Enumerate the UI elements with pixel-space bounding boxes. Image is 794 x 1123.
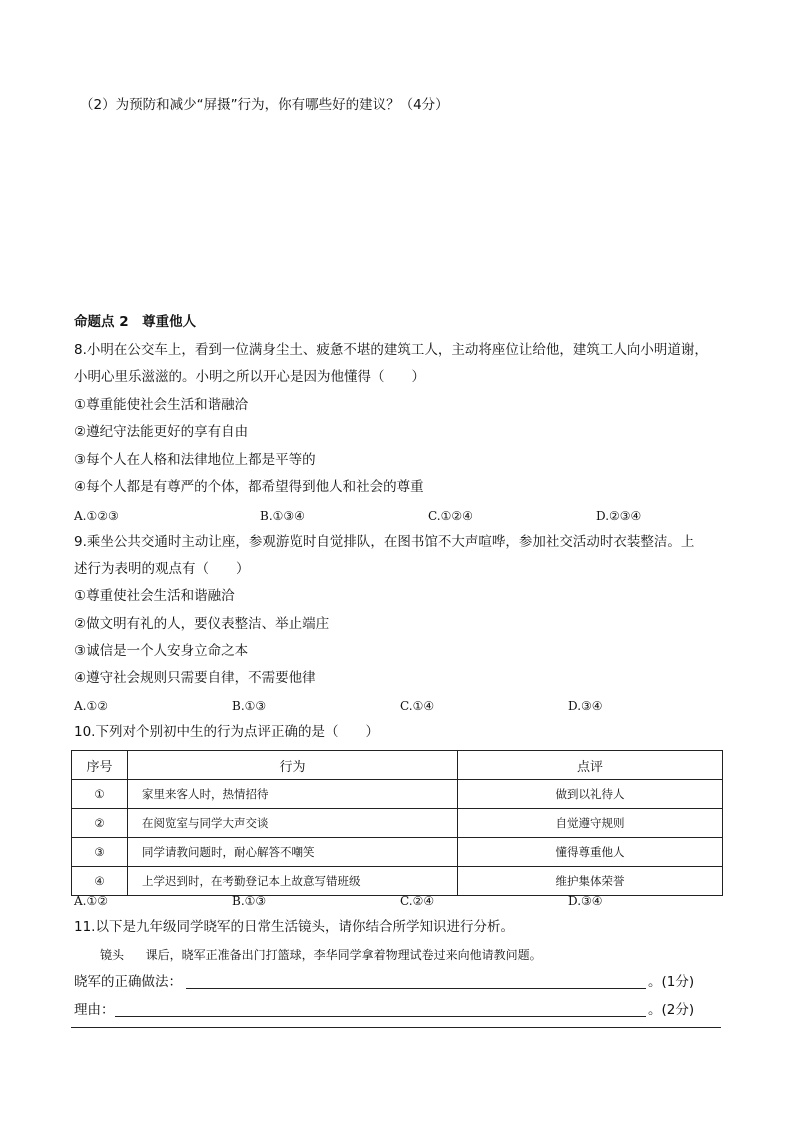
answer2-label: 理由： [74,1002,115,1018]
table-row [72,838,723,867]
q10-option-c[interactable]: C.②④ [400,894,435,908]
table-row [72,780,723,809]
q8-item-2: ②遵纪守法能更好的享有自由 [74,424,249,440]
scene-text: 课后，晓军正准备出门打篮球，李华同学拿着物理试卷过来向他请教问题。 [145,948,542,962]
q9-option-c[interactable]: C.①④ [400,699,435,713]
row-review: 自觉遵守规则 [458,809,723,838]
q8-stem-line2: 小明心里乐滋滋的。小明之所以开心是因为他懂得（ ） [74,369,425,385]
q8-option-a[interactable]: A.①②③ [74,509,119,523]
table-row [72,809,723,838]
q9-item-4: ④遵守社会规则只需要自律，不需要他律 [74,670,316,686]
row-behavior: 同学请教问题时，耐心解答不嘲笑 [128,838,458,867]
q10-option-d[interactable]: D.③④ [568,894,603,908]
answer2-blank[interactable] [115,1016,646,1017]
q8-item-1: ①尊重能使社会生活和谐融洽 [74,397,249,413]
q7-2-question: （2）为预防和减少“屏摄”行为，你有哪些好的建议？（4分） [80,97,449,113]
row-behavior: 上学迟到时，在考勤登记本上故意写错班级 [128,867,458,896]
q8-stem-line1: 8.小明在公交车上，看到一位满身尘土、疲惫不堪的建筑工人，主动将座位让给他，建筑工人向小明道谢， [74,342,708,358]
q11-scene [100,946,542,963]
answer1-score: 。(1分) [648,974,695,990]
scene-label: 镜头 [100,948,125,962]
row-number: ① [72,780,128,809]
row-number: ③ [72,838,128,867]
q10-option-b[interactable]: B.①③ [232,894,267,908]
bottom-divider [71,1027,721,1028]
answer1-blank[interactable] [186,988,646,989]
row-number: ② [72,809,128,838]
row-number: ④ [72,867,128,896]
table-header-row [72,751,723,780]
q9-item-2: ②做文明有礼的人，要仪表整洁、举止端庄 [74,616,330,632]
q9-item-1: ①尊重使社会生活和谐融洽 [74,588,235,604]
header-behavior: 行为 [128,751,458,780]
header-review: 点评 [458,751,723,780]
row-behavior: 家里来客人时，热情招待 [128,780,458,809]
table-row [72,867,723,896]
q9-option-a[interactable]: A.①② [74,699,108,713]
row-review: 做到以礼待人 [458,780,723,809]
answer1-label: 晓军的正确做法： [74,974,182,990]
q8-item-4: ④每个人都是有尊严的个体，都希望得到他人和社会的尊重 [74,479,424,495]
q11-stem: 11.以下是九年级同学晓军的日常生活镜头，请你结合所学知识进行分析。 [74,919,514,935]
q8-option-c[interactable]: C.①②④ [428,509,473,523]
header-number: 序号 [72,751,128,780]
q8-item-3: ③每个人在人格和法律地位上都是平等的 [74,452,316,468]
q9-option-b[interactable]: B.①③ [232,699,267,713]
q9-stem-line2: 述行为表明的观点有（ ） [74,561,250,577]
row-behavior: 在阅览室与同学大声交谈 [128,809,458,838]
q10-option-a[interactable]: A.①② [74,894,108,908]
section-title: 命题点 2 尊重他人 [74,314,197,330]
q10-stem: 10.下列对个别初中生的行为点评正确的是（ ） [74,724,379,740]
q9-stem-line1: 9.乘坐公共交通时主动让座，参观游览时自觉排队，在图书馆不大声喧哗，参加社交活动时衣装整洁。上 [74,534,695,550]
row-review: 懂得尊重他人 [458,838,723,867]
q9-item-3: ③诚信是一个人安身立命之本 [74,643,249,659]
behavior-review-table [71,750,723,896]
q9-option-d[interactable]: D.③④ [568,699,603,713]
q8-option-b[interactable]: B.①③④ [260,509,305,523]
answer2-score: 。(2分) [648,1002,695,1018]
q8-option-d[interactable]: D.②③④ [596,509,642,523]
row-review: 维护集体荣誉 [458,867,723,896]
